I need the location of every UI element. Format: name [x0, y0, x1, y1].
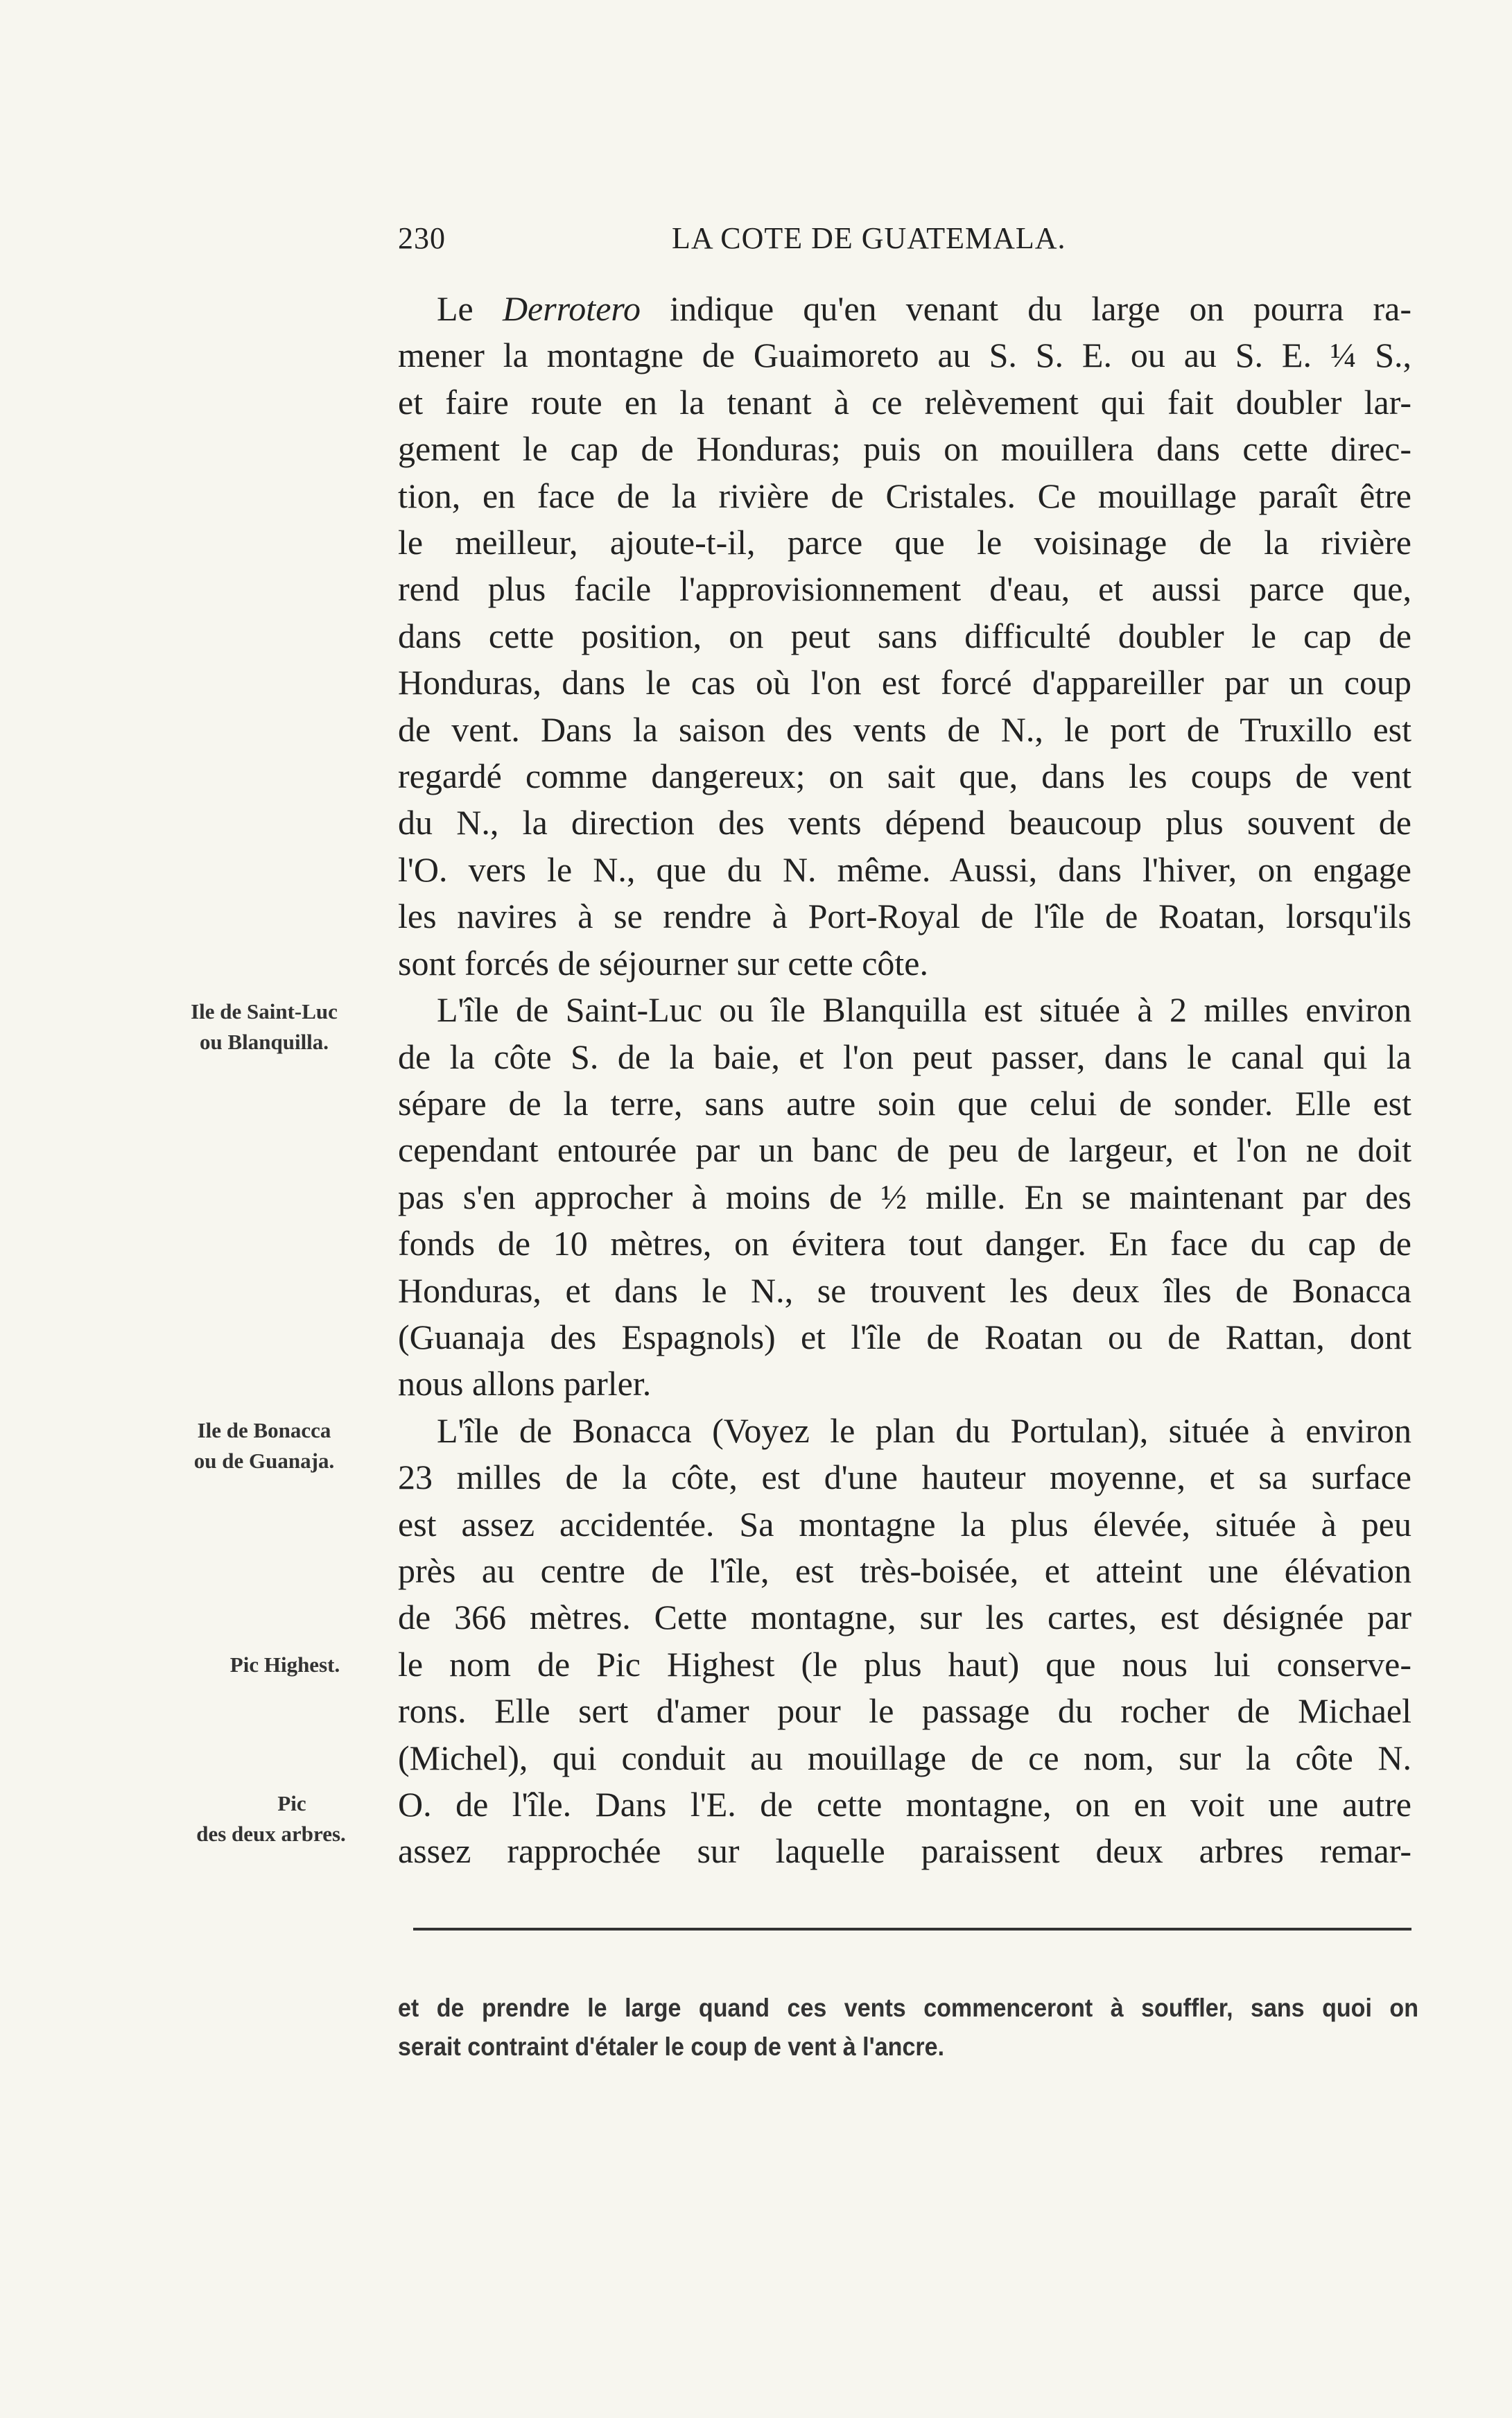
margin-note-line: Pic Highest.	[229, 1652, 340, 1677]
body-line: cependant entourée par un banc de peu de largeur, et l'on ne doit	[398, 1130, 1411, 1170]
body-line: (Guanaja des Espagnols) et l'île de Roatan ou de Rattan, dont	[398, 1317, 1411, 1356]
body-line: pas s'en approcher à moins de ½ mille. En se maintenant par des	[398, 1177, 1411, 1216]
body-line: de la côte S. de la baie, et l'on peut passer, dans le canal qui la	[398, 1037, 1411, 1076]
body-line: gement le cap de Honduras; puis on mouillera dans cette direc-	[398, 429, 1411, 469]
body-line: fonds de 10 mètres, on évitera tout danger. En face du cap de	[398, 1224, 1411, 1263]
body-text	[398, 286, 1411, 1875]
margin-note-line: ou de Guanaja.	[193, 1449, 335, 1473]
body-line: regardé comme dangereux; on sait que, dans les coups de vent	[398, 757, 1411, 796]
margin-note-deux-arbres	[173, 1788, 369, 1849]
body-line: Honduras, et dans le N., se trouvent les deux îles de Bonacca	[398, 1270, 1411, 1310]
body-line: (Michel), qui conduit au mouillage de ce nom, sur la côte N.	[398, 1738, 1411, 1777]
running-title: LA COTE DE GUATEMALA.	[672, 221, 1066, 255]
body-line: 23 milles de la côte, est d'une hauteur moyenne, et sa surface	[398, 1458, 1411, 1497]
body-line: près au centre de l'île, est très-boisée, et atteint une élévation	[398, 1551, 1411, 1590]
body-line: tion, en face de la rivière de Cristales. Ce mouillage paraît être	[398, 476, 1411, 515]
footnote-rule	[413, 1928, 1411, 1931]
footnote-line: serait contraint d'étaler le coup de vent à l'ancre.	[398, 2032, 945, 2061]
body-line: est assez accidentée. Sa montagne la plus élevée, située à peu	[398, 1504, 1411, 1544]
footnote-line: et de prendre le large quand ces vents commenceront à souffler, sans quoi on	[398, 1994, 1418, 2022]
margin-note-highest	[187, 1650, 383, 1680]
margin-note-line: Pic	[277, 1791, 306, 1815]
body-line: L'île de Saint-Luc ou île Blanquilla est située à 2 milles environ	[437, 990, 1411, 1030]
margin-note-line: ou Blanquilla.	[199, 1030, 329, 1054]
body-line: rons. Elle sert d'amer pour le passage du rocher de Michael	[398, 1691, 1411, 1731]
body-line: L'île de Bonacca (Voyez le plan du Portulan), située à environ	[437, 1410, 1411, 1450]
body-line: les navires à se rendre à Port-Royal de l'île de Roatan, lorsqu'ils	[398, 897, 1411, 936]
body-line: de vent. Dans la saison des vents de N., le port de Truxillo est	[398, 709, 1411, 749]
margin-note-line: des deux arbres.	[196, 1822, 346, 1846]
body-line: O. de l'île. Dans l'E. de cette montagne, on en voit une autre	[398, 1785, 1411, 1824]
margin-note-bonacca	[166, 1415, 362, 1476]
margin-note-line: Ile de Bonacca	[197, 1418, 331, 1442]
body-line: Honduras, dans le cas où l'on est forcé d'appareiller par un coup	[398, 663, 1411, 702]
body-line: et faire route en la tenant à ce relèvement qui fait doubler lar-	[398, 382, 1411, 422]
margin-note-line: Ile de Saint-Luc	[191, 999, 338, 1024]
body-line: du N., la direction des vents dépend beaucoup plus souvent de	[398, 803, 1411, 843]
body-line: assez rapprochée sur laquelle paraissent deux arbres remar-	[398, 1831, 1411, 1871]
body-line: sépare de la terre, sans autre soin que celui de sonder. Elle est	[398, 1083, 1411, 1123]
body-line: nous allons parler.	[398, 1364, 652, 1404]
margin-note-saint-luc	[166, 996, 362, 1057]
footnote	[398, 1989, 1418, 2066]
body-line: rend plus facile l'approvisionnement d'eau, et aussi parce que,	[398, 569, 1411, 609]
body-line: de 366 mètres. Cette montagne, sur les cartes, est désignée par	[398, 1598, 1411, 1637]
body-line: le meilleur, ajoute-t-il, parce que le voisinage de la rivière	[398, 523, 1411, 562]
body-line: dans cette position, on peut sans difficulté doubler le cap de	[398, 616, 1411, 655]
page-number: 230	[398, 221, 446, 255]
body-line: le nom de Pic Highest (le plus haut) que nous lui conserve-	[398, 1644, 1411, 1684]
body-line: l'O. vers le N., que du N. même. Aussi, dans l'hiver, on engage	[398, 849, 1411, 889]
body-line: Le Derrotero indique qu'en venant du large on pourra ra-	[437, 289, 1412, 328]
body-line: sont forcés de séjourner sur cette côte.	[398, 943, 928, 983]
body-line: mener la montagne de Guaimoreto au S. S. E. ou au S. E. ¼ S.,	[398, 336, 1411, 375]
